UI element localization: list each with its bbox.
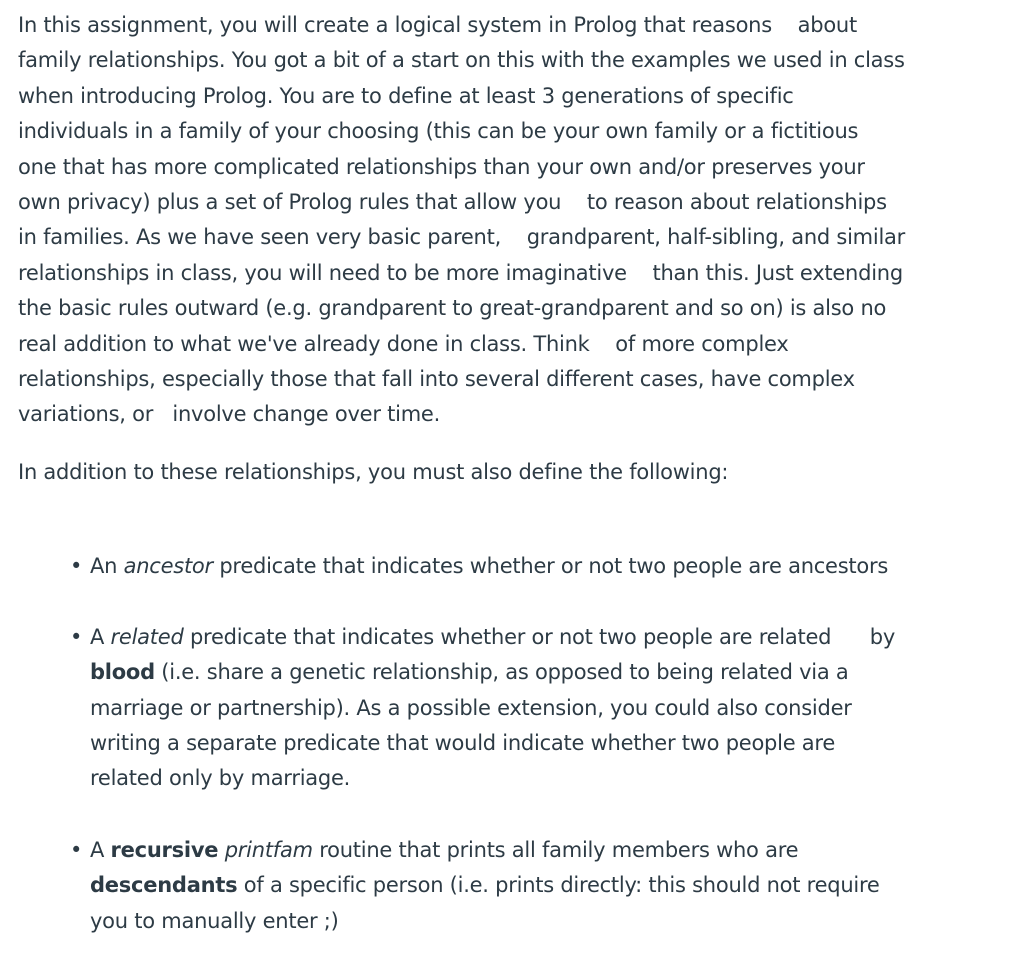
bullet-dot-icon: • [70,837,83,862]
bullet-dot-icon: • [70,554,83,579]
related-line: writing a separate predicate that would indicate whether two people are [90,730,836,755]
intro-line: family relationships. You got a bit of a start on this with the examples we used in class [18,48,905,73]
related-term: related [110,624,184,649]
descendants-term: descendants [90,873,238,898]
blood-term: blood [90,660,155,685]
bullet-dot-icon: • [70,624,83,649]
related-item [18,620,1008,797]
assignment-document [18,8,1008,939]
intro-line: one that has more complicated relationships than your own and/or preserves your [18,154,865,179]
printfam-line: descendants of a specific person (i.e. prints directly: this should not require [90,873,880,898]
intro-line: the basic rules outward (e.g. grandparent to great-grandparent and so on) is also no [18,296,887,321]
intro-line: relationships in class, you will need to be more imaginative than this. Just extending [18,260,903,285]
ancestor-item [18,549,1008,584]
related-line: blood (i.e. share a genetic relationship, as opposed to being related via a [90,660,849,685]
intro-line: in families. As we have seen very basic parent, grandparent, half-sibling, and similar [18,225,906,250]
intro-line: individuals in a family of your choosing (this can be your own family or a fictitious [18,119,859,144]
printfam-line: you to manually enter ;) [90,908,339,933]
intro-paragraph [18,8,1008,433]
intro-line: when introducing Prolog. You are to define at least 3 generations of specific [18,83,794,108]
related-line: A related predicate that indicates whether or not two people are related by [90,624,896,649]
intro-line: real addition to what we've already done in class. Think of more complex [18,331,789,356]
printfam-item [18,833,1008,939]
ancestor-line: An ancestor predicate that indicates whether or not two people are ancestors [90,554,889,579]
related-line: marriage or partnership). As a possible extension, you could also consider [90,695,852,720]
intro-line: own privacy) plus a set of Prolog rules that allow you to reason about relationships [18,190,887,215]
requirements-list [18,549,1008,939]
addition-paragraph: In addition to these relationships, you must also define the following: [18,459,729,484]
printfam-term: printfam [224,837,313,862]
intro-line: relationships, especially those that fall into several different cases, have complex [18,367,855,392]
ancestor-term: ancestor [123,554,213,579]
recursive-term: recursive [110,837,219,862]
related-line: related only by marriage. [90,766,351,791]
intro-line: variations, or involve change over time. [18,402,441,427]
intro-line: In this assignment, you will create a logical system in Prolog that reasons about [18,13,857,37]
printfam-line: A recursive printfam routine that prints all family members who are [90,837,799,862]
